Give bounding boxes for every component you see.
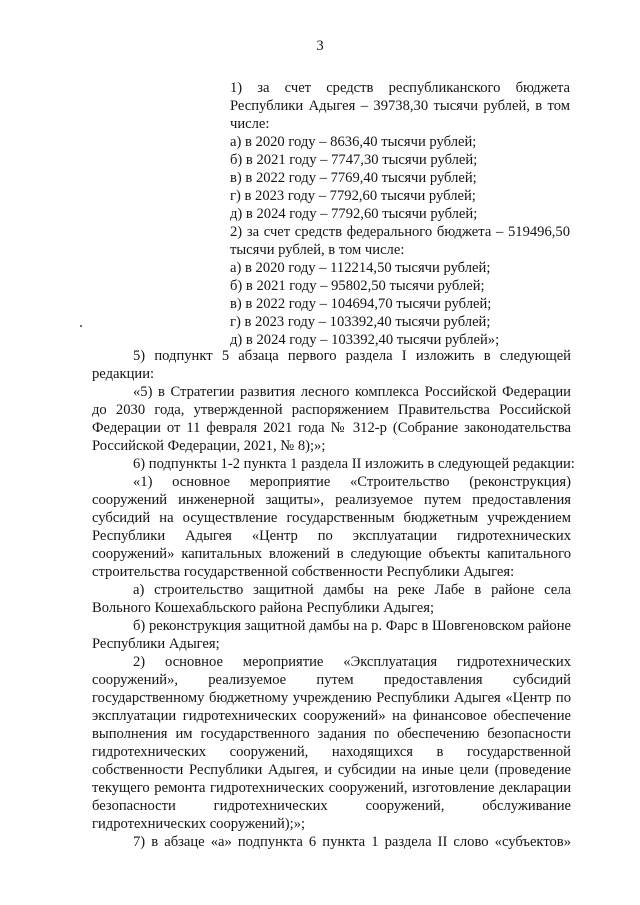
text-line: сооружений инженерной защиты», реализуемое путем предоставления xyxy=(92,492,571,508)
text-line: до 2030 года, утвержденной распоряжением Правительства Российской xyxy=(92,402,571,418)
text-line: в) в 2022 году – 7769,40 тысячи рублей; xyxy=(230,170,477,186)
text-line: в) в 2022 году – 104694,70 тысячи рублей; xyxy=(230,296,492,312)
text-line: 2) основное мероприятие «Эксплуатация гидротехнических xyxy=(133,654,571,670)
text-line: собственности Республики Адыгея, и субсидии на иные цели (проведение xyxy=(92,762,571,778)
text-line: г) в 2023 году – 7792,60 тысячи рублей; xyxy=(230,188,476,204)
text-line: б) в 2021 году – 95802,50 тысячи рублей; xyxy=(230,278,485,294)
text-line: сооружений» капитальных вложений в следующие объекты капитального xyxy=(92,546,571,562)
text-line: Республики Адыгея «Центр по эксплуатации гидротехнических xyxy=(92,528,571,544)
text-line: редакции: xyxy=(92,366,155,382)
text-line: «1) основное мероприятие «Строительство (реконструкция) xyxy=(133,474,571,490)
text-line: «5) в Стратегии развития лесного комплекса Российской Федерации xyxy=(133,384,571,400)
text-line: а) строительство защитной дамбы на реке Лабе в районе села xyxy=(133,582,571,598)
text-line: строительства государственной собственности Республики Адыгея: xyxy=(92,564,515,580)
text-line: д) в 2024 году – 103392,40 тысячи рублей»; xyxy=(230,332,500,348)
text-line: б) в 2021 году – 7747,30 тысячи рублей; xyxy=(230,152,478,168)
text-line: гидротехнических сооружений, находящихся в государственной xyxy=(92,744,571,760)
text-line: 1) за счет средств республиканского бюджета xyxy=(230,80,570,96)
text-line: 6) подпункты 1-2 пункта 1 раздела II изложить в следующей редакции: xyxy=(133,456,575,472)
text-line: текущего ремонта гидротехнических сооружений, изготовление декларации xyxy=(92,780,571,796)
text-line: Республики Адыгея – 39738,30 тысячи рублей, в том xyxy=(230,98,570,114)
text-line: государственному бюджетному учреждению Республики Адыгея «Центр по xyxy=(92,690,571,706)
text-line: Республики Адыгея; xyxy=(92,636,220,652)
page-number: 3 xyxy=(316,38,324,54)
text-line: Российской Федерации, 2021, № 8);»; xyxy=(92,438,326,454)
text-line: выполнения им государственного задания по обеспечению безопасности xyxy=(92,726,571,742)
text-line: д) в 2024 году – 7792,60 тысячи рублей; xyxy=(230,206,478,222)
text-line: Вольного Кошехабльского района Республики Адыгея; xyxy=(92,600,435,616)
text-line: 2) за счет средств федерального бюджета – 519496,50 xyxy=(230,224,570,240)
text-line: б) реконструкция защитной дамбы на р. Фарс в Шовгеновском районе xyxy=(133,618,571,634)
text-line: а) в 2020 году – 8636,40 тысячи рублей; xyxy=(230,134,477,150)
text-line: Федерации от 11 февраля 2021 года № 312-р (Собрание законодательства xyxy=(92,420,571,436)
text-line: 7) в абзаце «а» подпункта 6 пункта 1 раздела II слово «субъектов» xyxy=(133,834,571,850)
text-line: 5) подпункт 5 абзаца первого раздела I изложить в следующей xyxy=(133,348,571,364)
text-line: г) в 2023 году – 103392,40 тысячи рублей; xyxy=(230,314,491,330)
text-line: эксплуатации гидротехнических сооружений» на финансовое обеспечение xyxy=(92,708,571,724)
margin-mark xyxy=(80,325,82,327)
text-line: субсидий на осуществление государственным бюджетным учреждением xyxy=(92,510,571,526)
text-line: безопасности гидротехнических сооружений, обслуживание xyxy=(92,798,571,814)
text-line: а) в 2020 году – 112214,50 тысячи рублей; xyxy=(230,260,491,276)
text-line: сооружений», реализуемое путем предоставления субсидий xyxy=(92,672,571,688)
text-line: числе: xyxy=(230,116,270,132)
text-line: тысячи рублей, в том числе: xyxy=(230,242,405,258)
text-line: гидротехнических сооружений);»; xyxy=(92,816,306,832)
